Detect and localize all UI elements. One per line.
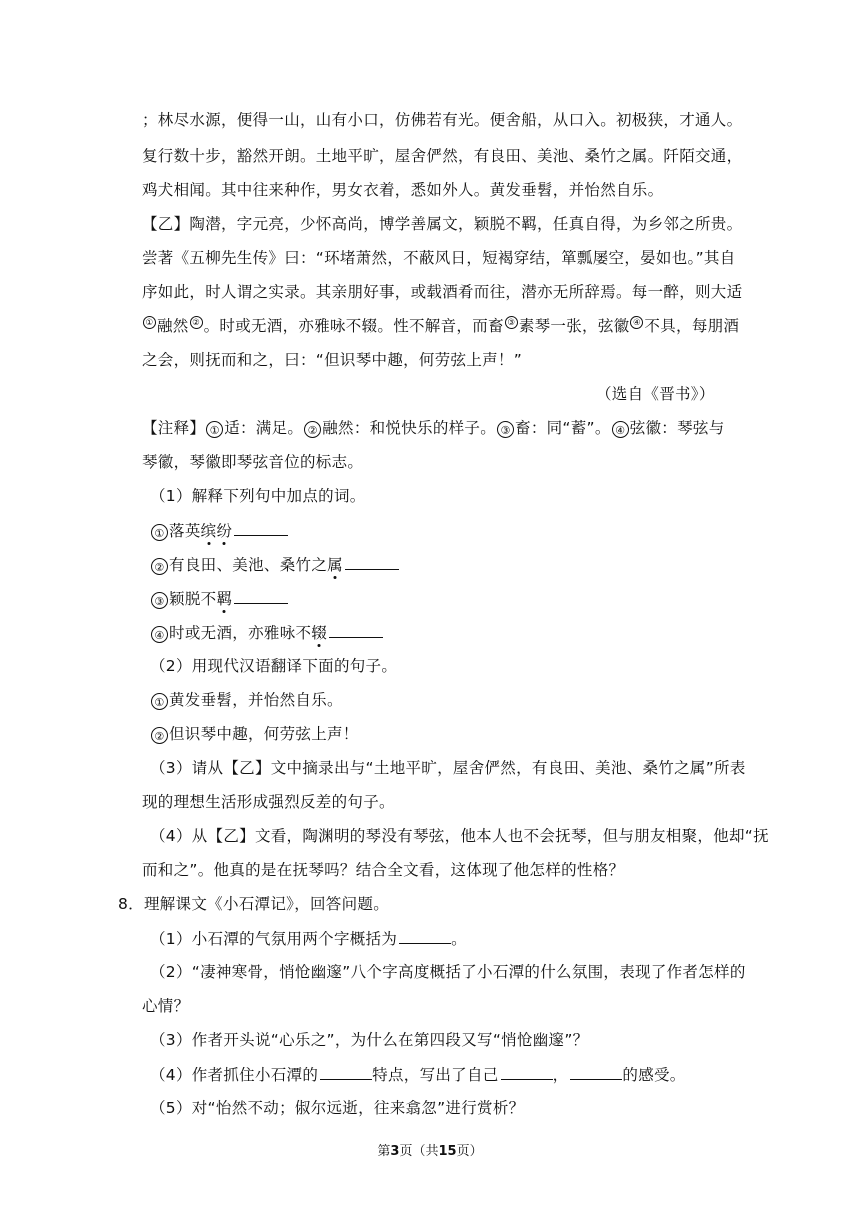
question-8-sub-2-line-1: （2）“凄神寒骨，悄怆幽邃”八个字高度概括了小石潭的什么氛围，表现了作者怎样的 bbox=[150, 963, 746, 981]
sub-text: ， bbox=[552, 1066, 569, 1084]
sub-text: （4）作者抓住小石潭的 bbox=[150, 1066, 319, 1084]
question-2-item-1 bbox=[150, 690, 343, 710]
note-number-4: ④ bbox=[612, 421, 629, 438]
item-number: ① bbox=[151, 524, 168, 541]
passage-text: 融然 bbox=[157, 317, 189, 335]
question-8-sub-1 bbox=[150, 928, 467, 949]
footnote-marker-2: ② bbox=[190, 316, 203, 329]
passage-text: 素琴一张，弦徽 bbox=[518, 317, 630, 335]
answer-blank[interactable] bbox=[399, 928, 451, 944]
note-text: 适：满足。 bbox=[224, 419, 304, 437]
passage-text: 不具，每朋酒 bbox=[644, 317, 740, 335]
question-3-line-2: 现的理想生活形成强烈反差的句子。 bbox=[142, 793, 395, 811]
passage-yi-line-1: 【乙】陶潜，字元亮，少怀高尚，博学善属文，颖脱不羁，任真自得，为乡邻之所贵。 bbox=[142, 215, 743, 233]
item-number: ① bbox=[151, 693, 168, 710]
passage-yi-line-3: 序如此，时人谓之实录。其亲朋好事，或载酒肴而往，潜亦无所辞焉。每一醉，则大适 bbox=[142, 283, 743, 301]
question-1-item-2 bbox=[150, 554, 399, 575]
passage-yi-line-5: 之会，则抚而和之，曰：“但识琴中趣，何劳弦上声！” bbox=[142, 351, 523, 369]
question-1-item-3 bbox=[150, 588, 288, 609]
page-number: 3 bbox=[390, 1144, 400, 1159]
footnote-marker-3: ③ bbox=[505, 316, 518, 329]
page-footer bbox=[0, 1140, 860, 1159]
note-number-3: ③ bbox=[497, 421, 514, 438]
item-text: 黄发垂髫，并怡然自乐。 bbox=[169, 691, 343, 709]
question-1-item-1 bbox=[150, 520, 288, 541]
sub-text: 。 bbox=[451, 930, 467, 948]
question-8-title: 8．理解课文《小石潭记》，回答问题。 bbox=[118, 895, 390, 913]
question-2-stem: （2）用现代汉语翻译下面的句子。 bbox=[150, 657, 398, 675]
sub-text: （1）小石潭的气氛用两个字概括为 bbox=[150, 930, 398, 948]
question-4-line-2: 而和之”。他真的是在抚琴吗？结合全文看，这体现了他怎样的性格？ bbox=[142, 861, 625, 879]
item-number: ④ bbox=[151, 626, 168, 643]
item-text bbox=[169, 556, 343, 574]
passage-jia-line-3: 鸡犬相闻。其中往来种作，男女衣着，悉如外人。黄发垂髫，并怡然自乐。 bbox=[142, 181, 664, 199]
question-8-sub-5: （5）对“怡然不动；俶尔远逝，往来翕忽”进行赏析？ bbox=[150, 1099, 525, 1117]
item-text-with-dots: 时或无酒，亦雅咏不辍 bbox=[169, 624, 328, 642]
item-text-with-dots: 落英缤纷 bbox=[169, 522, 233, 540]
item-text-with-dots: 颖脱不羁 bbox=[169, 590, 233, 608]
item-text bbox=[169, 590, 232, 608]
question-8-sub-3: （3）作者开头说“心乐之”，为什么在第四段又写“悄怆幽邃”？ bbox=[150, 1031, 589, 1049]
total-pages: 15 bbox=[438, 1144, 457, 1159]
footnote-marker-1: ① bbox=[143, 316, 156, 329]
notes-line-2: 琴徽，琴徽即琴弦音位的标志。 bbox=[142, 453, 364, 471]
emphasized-char: 缤 bbox=[200, 522, 217, 540]
question-1-stem: （1）解释下列句中加点的词。 bbox=[150, 487, 366, 505]
emphasized-char: 辍 bbox=[311, 624, 328, 642]
passage-yi-line-4 bbox=[142, 316, 739, 336]
passage-jia-line-1: ；林尽水源，便得一山，山有小口，仿佛若有光。便舍船，从口入。初极狭，才通人。 bbox=[142, 111, 743, 129]
note-number-2: ② bbox=[304, 421, 321, 438]
passage-yi-line-2: 尝著《五柳先生传》曰：“环堵萧然，不蔽风日，短褐穿结，箪瓢屡空，晏如也。”其自 bbox=[142, 249, 736, 267]
item-text-with-dots: 有良田、美池、桑竹之属 bbox=[169, 556, 343, 574]
note-number-1: ① bbox=[206, 421, 223, 438]
answer-blank[interactable] bbox=[234, 588, 288, 604]
emphasized-char: 属 bbox=[327, 556, 343, 574]
question-3-line-1: （3）请从【乙】文中摘录出与“土地平旷，屋舍俨然，有良田、美池、桑竹之属”所表 bbox=[150, 759, 746, 777]
question-8-sub-4 bbox=[150, 1064, 686, 1085]
answer-blank[interactable] bbox=[501, 1064, 553, 1080]
item-text: 但识琴中趣，何劳弦上声！ bbox=[169, 725, 359, 743]
note-text: 融然：和悦快乐的样子。 bbox=[322, 419, 497, 437]
passage-source: （选自《晋书》） bbox=[596, 385, 715, 403]
item-text bbox=[169, 624, 327, 642]
passage-text: 。时或无酒，亦雅咏不辍。性不解音，而畜 bbox=[203, 317, 504, 335]
sub-text: 特点，写出了自己 bbox=[372, 1066, 499, 1084]
answer-blank[interactable] bbox=[345, 554, 399, 570]
question-8-sub-2-line-2: 心情？ bbox=[142, 997, 190, 1015]
answer-blank[interactable] bbox=[570, 1064, 622, 1080]
emphasized-char: 羁 bbox=[216, 590, 233, 608]
footer-text: 第 bbox=[377, 1144, 391, 1159]
item-number: ② bbox=[151, 558, 168, 575]
answer-blank[interactable] bbox=[329, 622, 383, 638]
question-2-item-2 bbox=[150, 724, 359, 744]
sub-text: 的感受。 bbox=[622, 1066, 686, 1084]
question-4-line-1: （4）从【乙】文看，陶渊明的琴没有琴弦，他本人也不会抚琴，但与朋友相聚，他却“抚 bbox=[150, 827, 769, 845]
note-text: 弦徽：琴弦与 bbox=[629, 419, 725, 437]
item-number: ② bbox=[151, 727, 168, 744]
footer-text: 页（共 bbox=[399, 1144, 439, 1159]
passage-jia-line-2: 复行数十步，豁然开朗。土地平旷，屋舍俨然，有良田、美池、桑竹之属。阡陌交通， bbox=[142, 147, 743, 165]
item-text bbox=[169, 522, 232, 540]
footnote-marker-4: ④ bbox=[630, 316, 643, 329]
footer-text: 页） bbox=[456, 1144, 483, 1159]
notes-label: 【注释】 bbox=[142, 419, 206, 437]
answer-blank[interactable] bbox=[320, 1064, 372, 1080]
item-number: ③ bbox=[151, 592, 168, 609]
answer-blank[interactable] bbox=[234, 520, 288, 536]
notes-line-1 bbox=[142, 418, 725, 438]
question-1-item-4 bbox=[150, 622, 383, 643]
emphasized-char: 纷 bbox=[216, 522, 233, 540]
note-text: 畜：同“蓄”。 bbox=[515, 419, 611, 437]
